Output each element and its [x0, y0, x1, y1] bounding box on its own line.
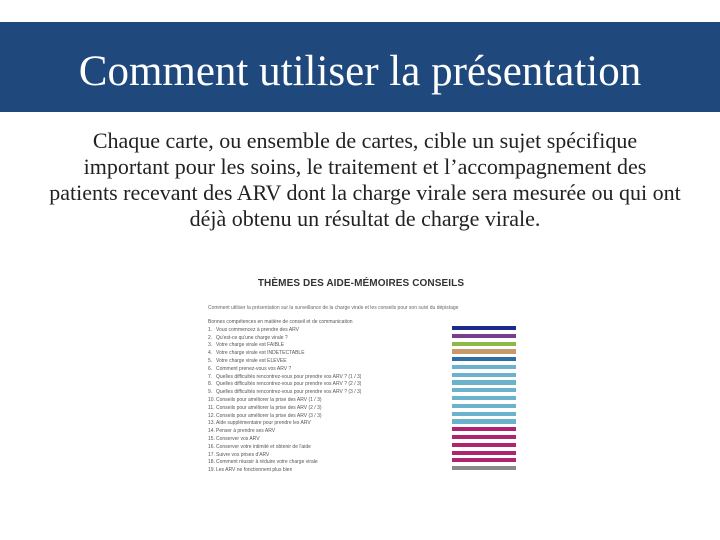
color-bar [452, 326, 516, 330]
list-item-number: 8. [208, 381, 213, 388]
list-item-number: 19. [208, 467, 215, 474]
list-item [208, 365, 448, 373]
list-item-label: Votre charge virale est FAIBLE [216, 342, 285, 349]
list-item-label: Penser à prendre ses ARV [216, 428, 276, 435]
list-item-label: Vous commencez à prendre des ARV [216, 326, 300, 333]
list-item-number: 12. [208, 412, 215, 419]
list-item [208, 451, 448, 459]
list-item-number: 9. [208, 389, 213, 396]
list-item [208, 466, 448, 474]
color-bar [452, 373, 516, 377]
list-item [208, 404, 448, 412]
list-item [208, 427, 448, 435]
list-item [208, 412, 448, 420]
list-item-number: 15. [208, 436, 215, 443]
list-item [208, 381, 448, 389]
color-bar [452, 342, 516, 346]
color-bar [452, 380, 516, 384]
list-item [208, 396, 448, 404]
color-bar [452, 334, 516, 338]
list-item-label: Conseils pour améliorer la prise des ARV (2 / 3) [216, 404, 322, 411]
list-item-label: Suivre vos prises d'ARV [216, 451, 270, 458]
list-item-label: Votre charge virale est ÉLEVÉE [216, 358, 287, 365]
color-bar [452, 349, 516, 353]
list-item [208, 443, 448, 451]
color-bar [452, 443, 516, 447]
list-item-label: Votre charge virale est INDÉTECTABLE [216, 350, 305, 357]
color-bar [452, 435, 516, 439]
list-item-label: Les ARV ne fonctionnent plus bien [216, 467, 293, 474]
memo-color-bars [452, 326, 516, 474]
list-item-label: Conseils pour améliorer la prise des ARV (3 / 3) [216, 412, 322, 419]
list-item-number: 5. [208, 358, 213, 365]
color-bar [452, 412, 516, 416]
color-bar [452, 419, 516, 423]
list-item-label: Quelles difficultés rencontrez-vous pour prendre vos ARV ? (2 / 3) [216, 381, 362, 388]
slide-intro-text: Chaque carte, ou ensemble de cartes, cible un sujet spécifique important pour les soins, le traitement et l’accompagnement des patients recevant des ARV dont la charge virale sera mesurée ou qui ont déjà obtenu un résultat de charge virale. [49, 128, 681, 231]
list-item-label: Conserver votre intimité et obtenir de l'aide [216, 443, 311, 450]
color-bar [452, 451, 516, 455]
memo-subheading: Bonnes compétences en matière de conseil et de communication [208, 319, 353, 325]
list-item [208, 334, 448, 342]
list-item-label: Comment prenez-vous vos ARV ? [216, 365, 292, 372]
list-item-number: 13. [208, 420, 215, 427]
list-item-number: 4. [208, 350, 213, 357]
color-bar [452, 396, 516, 400]
color-bar [452, 427, 516, 431]
list-item [208, 388, 448, 396]
color-bar [452, 388, 516, 392]
list-item-label: Conserver vos ARV [216, 436, 260, 443]
list-item-number: 10. [208, 397, 215, 404]
list-item [208, 420, 448, 428]
list-item-number: 11. [208, 404, 215, 411]
list-item-number: 18. [208, 459, 215, 466]
list-item [208, 326, 448, 334]
list-item-label: Qu'est-ce qu'une charge virale ? [216, 334, 288, 341]
list-item-label: Aide supplémentaire pour prendre les ARV [216, 420, 311, 427]
color-bar [452, 458, 516, 462]
color-bar [452, 466, 516, 470]
list-item [208, 459, 448, 467]
list-item-label: Quelles difficultés rencontrez-vous pour prendre vos ARV ? (3 / 3) [216, 389, 362, 396]
list-item-label: Comment réussir à réduire votre charge virale [216, 459, 318, 466]
list-item-label: Quelles difficultés rencontrez-vous pour prendre vos ARV ? (1 / 3) [216, 373, 362, 380]
list-item-number: 2. [208, 334, 213, 341]
list-item [208, 342, 448, 350]
list-item [208, 435, 448, 443]
list-item-number: 16. [208, 443, 215, 450]
memo-intro: Comment utiliser la présentation sur la surveillance de la charge virale et les conseils pour son suivi du dépistage [208, 305, 459, 311]
slide-title: Comment utiliser la présentation [78, 48, 642, 95]
list-item-number: 17. [208, 451, 215, 458]
list-item [208, 349, 448, 357]
list-item [208, 373, 448, 381]
memo-topic-list [208, 326, 448, 474]
memo-card-image [202, 278, 520, 486]
memo-heading: THÈMES DES AIDE-MÉMOIRES CONSEILS [257, 278, 465, 289]
list-item-number: 6. [208, 365, 213, 372]
list-item-number: 14. [208, 428, 215, 435]
color-bar [452, 404, 516, 408]
color-bar [452, 365, 516, 369]
title-bar [0, 22, 720, 112]
color-bar [452, 357, 516, 361]
list-item [208, 357, 448, 365]
list-item-number: 1. [208, 326, 213, 333]
list-item-number: 3. [208, 342, 213, 349]
list-item-number: 7. [208, 373, 213, 380]
list-item-label: Conseils pour améliorer la prise des ARV (1 / 3) [216, 397, 322, 404]
